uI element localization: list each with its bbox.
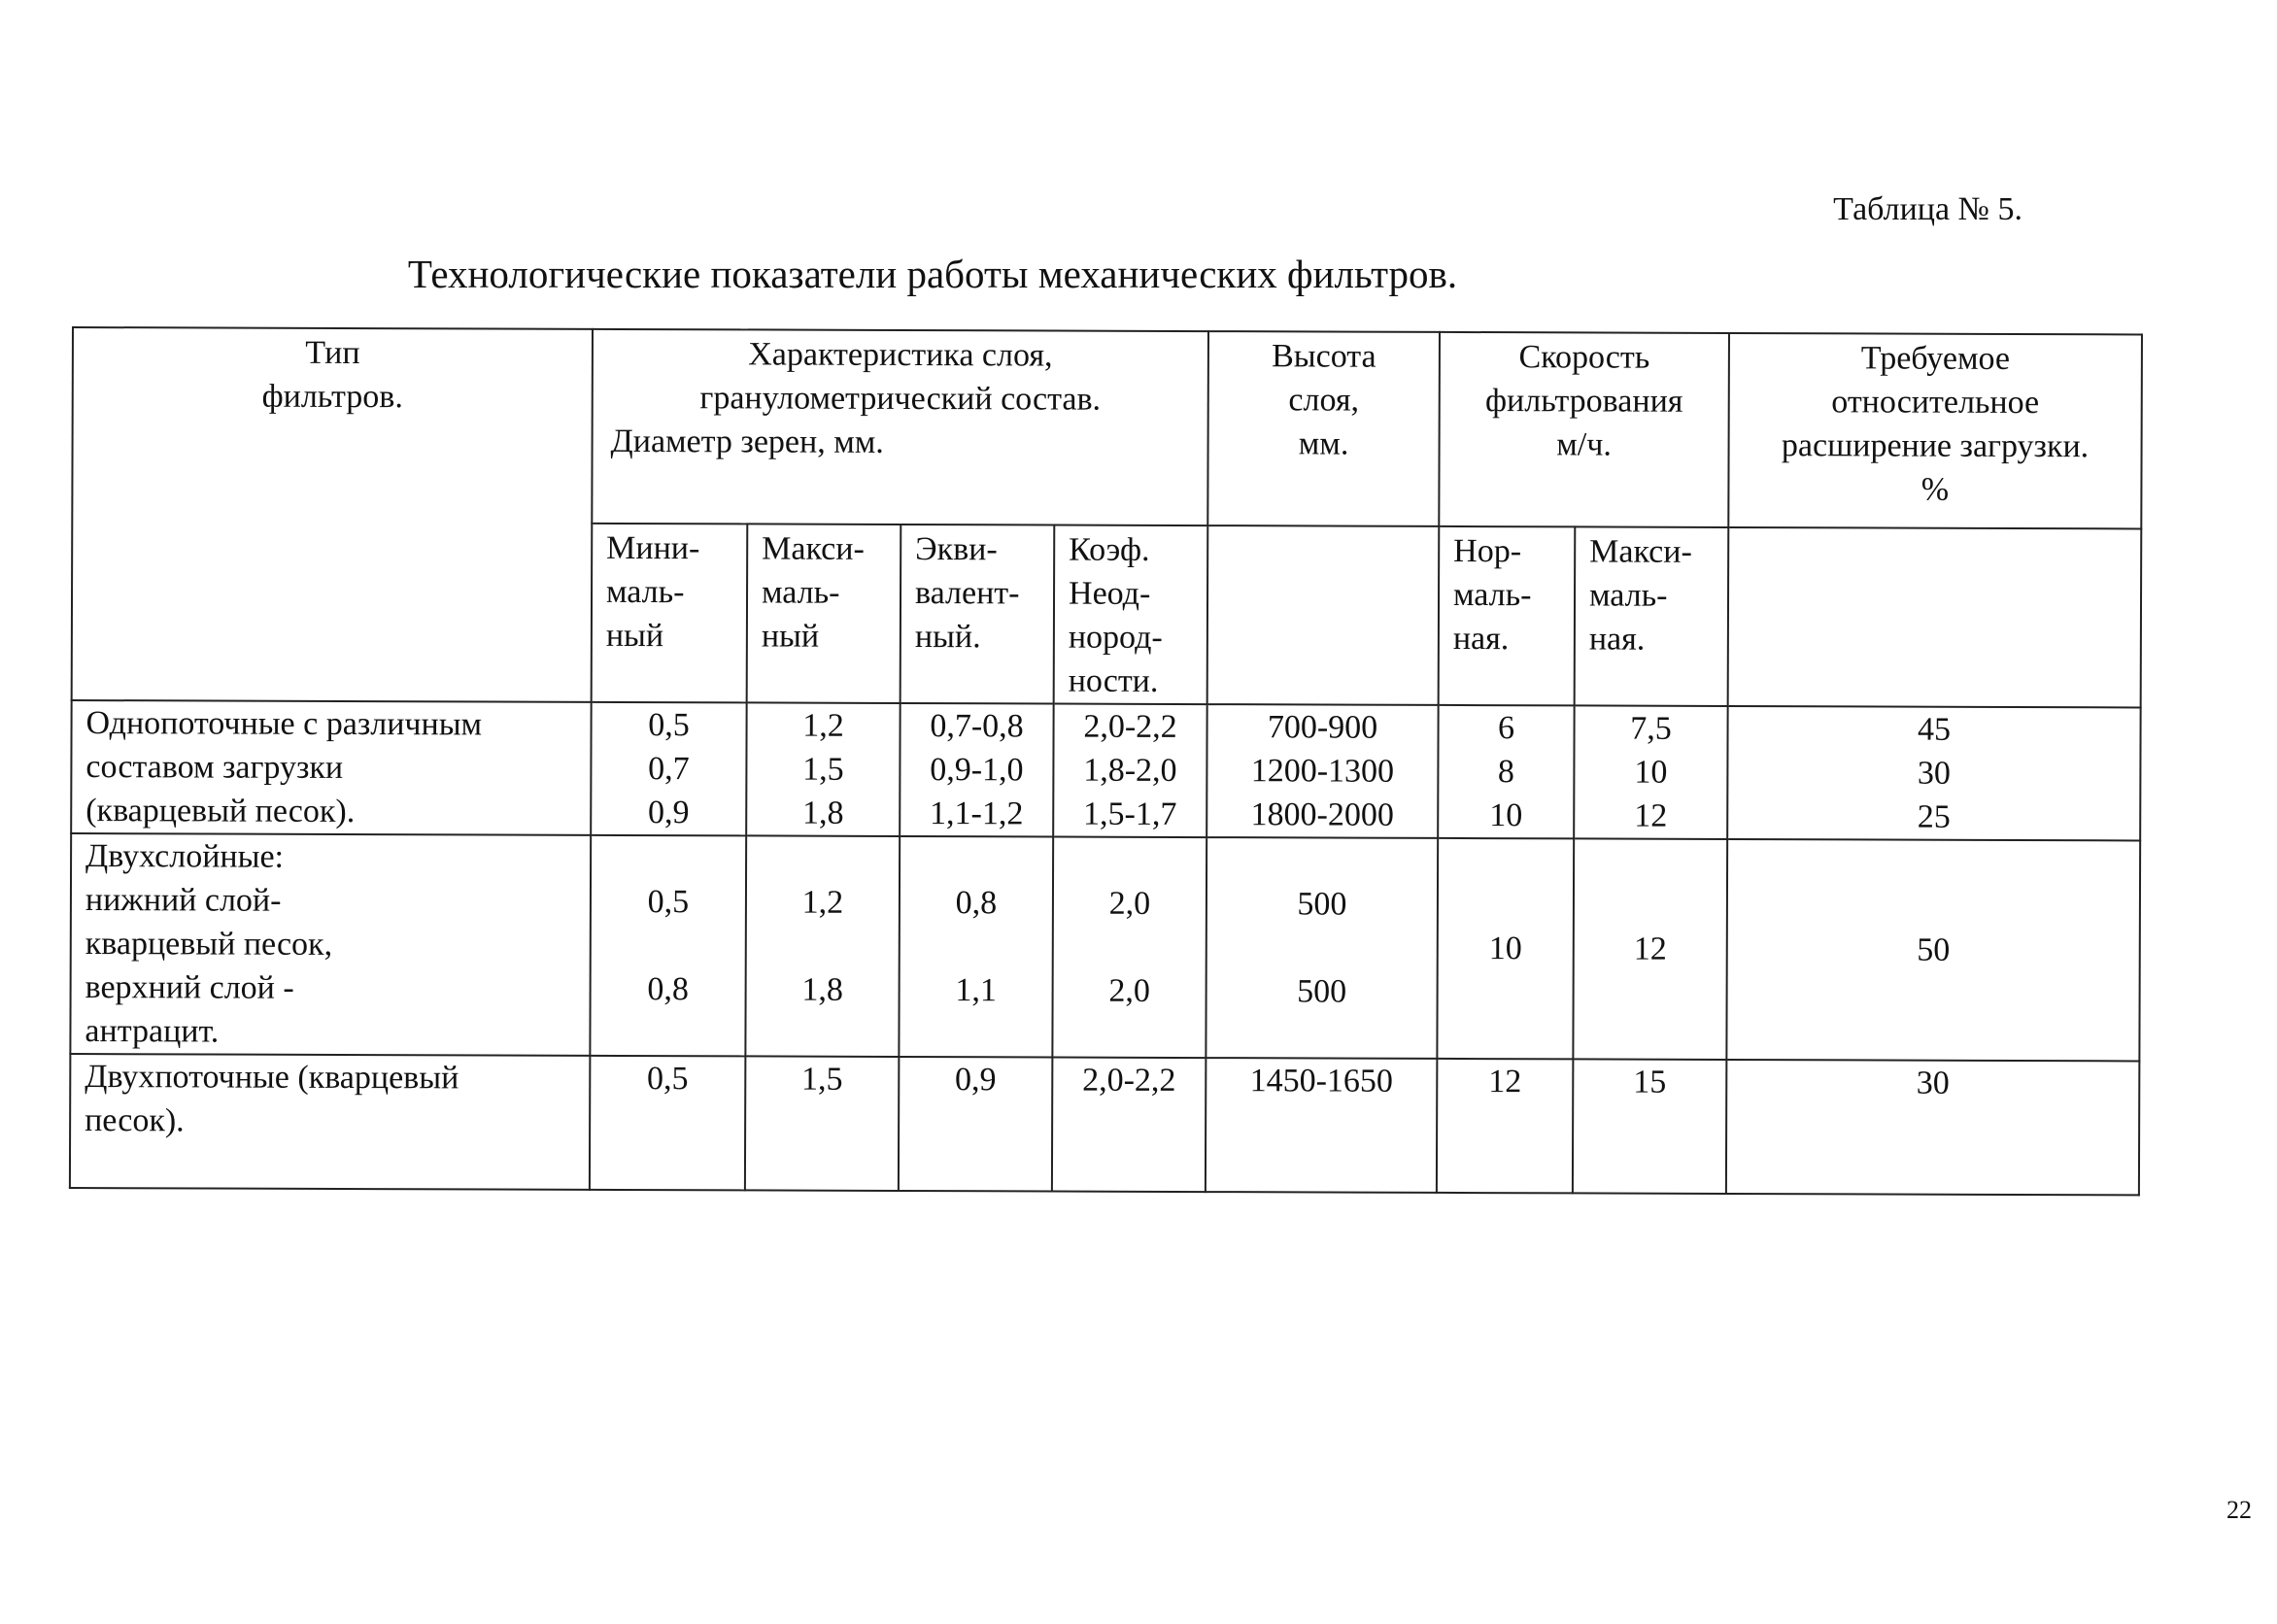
page-number: 22 xyxy=(2226,1496,2252,1524)
subheader-normal: Нор- маль- ная. xyxy=(1439,526,1576,705)
cell-coefficient: 2,0-2,2 1,8-2,0 1,5-1,7 xyxy=(1053,704,1206,838)
cell-max: 1,2 1,8 xyxy=(745,835,900,1057)
table-row xyxy=(70,833,2140,1061)
subheader-expansion-empty xyxy=(1728,527,2142,707)
cell-height: 700-900 1200-1300 1800-2000 xyxy=(1206,704,1438,838)
cell-expansion: 50 xyxy=(1726,839,2140,1061)
row-filter-name: Двухпоточные (кварцевый песок). xyxy=(70,1054,590,1190)
subheader-height-empty xyxy=(1207,525,1440,705)
subheader-coefficient: Коэф. Неод- нород- ности. xyxy=(1054,525,1208,705)
cell-max: 1,5 xyxy=(745,1056,899,1191)
cell-height: 500 500 xyxy=(1206,837,1438,1059)
cell-coefficient: 2,0 2,0 xyxy=(1052,837,1206,1059)
filters-table xyxy=(69,326,2143,1196)
subheader-equivalent: Экви- валент- ный. xyxy=(901,524,1055,704)
cell-max-speed: 7,5 10 12 xyxy=(1574,705,1727,839)
subheader-max: Макси- маль- ный xyxy=(747,524,901,703)
cell-coefficient: 2,0-2,2 xyxy=(1052,1058,1206,1193)
header-filtration-speed: Скорость фильтрования м/ч. xyxy=(1439,332,1729,527)
cell-max-speed: 12 xyxy=(1573,838,1727,1060)
cell-equivalent: 0,7-0,8 0,9-1,0 1,1-1,2 xyxy=(900,703,1053,837)
row-filter-name: Двухслойные: нижний слой- кварцевый песок, верхний слой - антрацит. xyxy=(70,833,591,1056)
header-filter-type: Тип фильтров. xyxy=(72,327,593,702)
cell-normal-speed: 12 xyxy=(1437,1059,1573,1193)
header-layer-characteristics: Характеристика слоя, гранулометрический состав. Диаметр зерен, мм. xyxy=(592,329,1208,525)
cell-max-speed: 15 xyxy=(1573,1059,1726,1194)
cell-expansion: 30 xyxy=(1726,1060,2139,1195)
row-filter-name: Однопоточные с различным составом загрузки (кварцевый песок). xyxy=(71,700,591,835)
cell-expansion: 45 30 25 xyxy=(1727,706,2140,840)
table-title: Технологические показатели работы механических фильтров. xyxy=(407,252,1458,296)
cell-height: 1450-1650 xyxy=(1206,1058,1437,1193)
table-number: Таблица № 5. xyxy=(1833,191,2022,227)
cell-min: 0,5 0,8 xyxy=(590,835,746,1057)
cell-normal-speed: 6 8 10 xyxy=(1438,705,1574,838)
header-expansion: Требуемое относительное расширение загрузки. % xyxy=(1728,333,2142,528)
cell-equivalent: 0,8 1,1 xyxy=(899,836,1053,1058)
table-row xyxy=(71,700,2140,840)
header-row xyxy=(72,327,2142,528)
subheader-max-speed: Макси- маль- ная. xyxy=(1575,526,1729,706)
header-layer-height: Высота слоя, мм. xyxy=(1207,331,1440,526)
cell-max: 1,2 1,5 1,8 xyxy=(746,702,900,836)
cell-normal-speed: 10 xyxy=(1437,838,1574,1059)
cell-min: 0,5 0,7 0,9 xyxy=(591,702,746,836)
cell-equivalent: 0,9 xyxy=(899,1057,1052,1192)
table-row xyxy=(70,1054,2139,1195)
subheader-min: Мини- маль- ный xyxy=(592,524,748,703)
cell-min: 0,5 xyxy=(590,1056,745,1191)
